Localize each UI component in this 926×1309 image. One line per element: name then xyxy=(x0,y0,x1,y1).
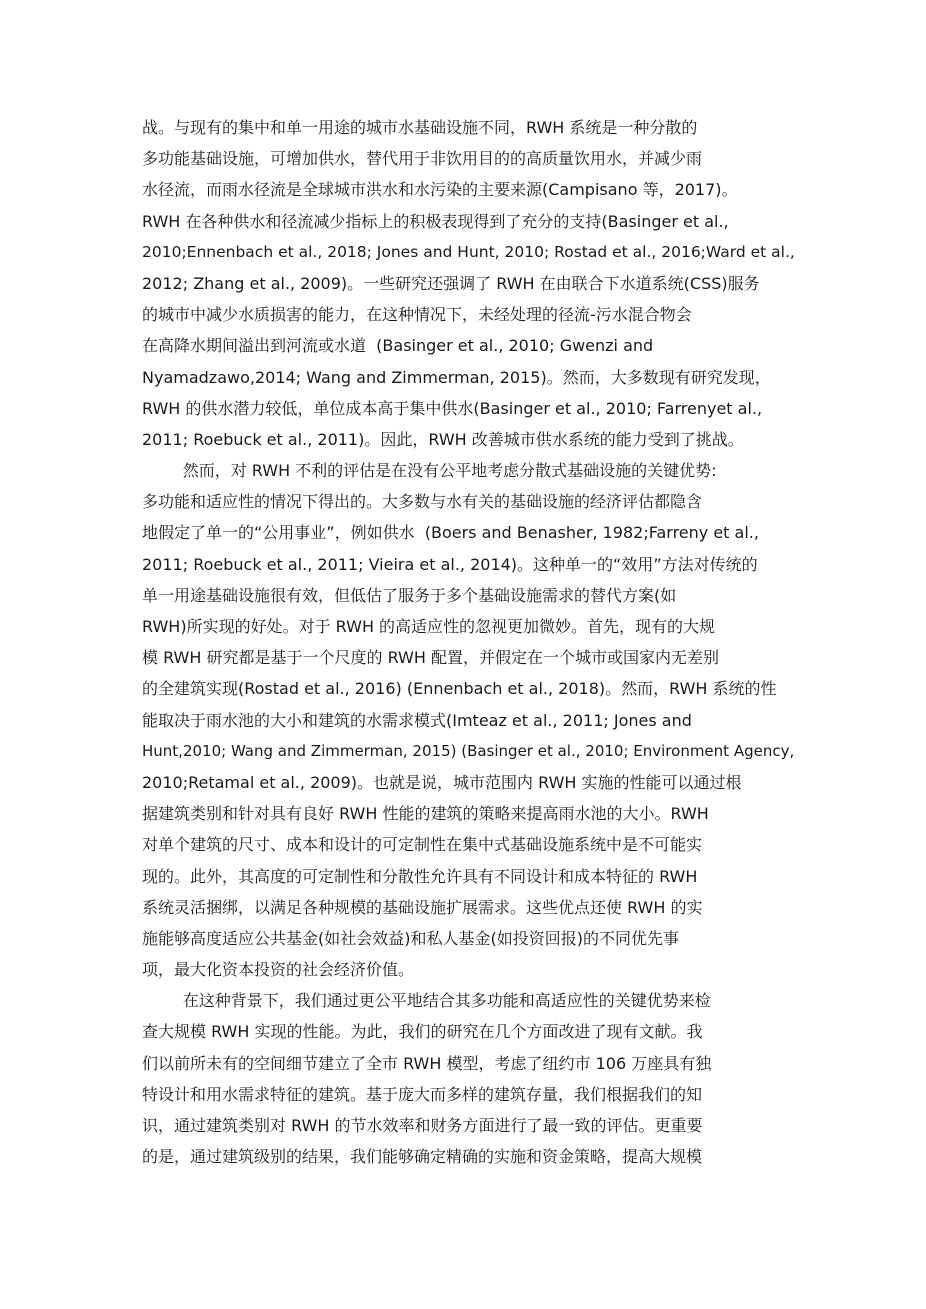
text-line: 特设计和用水需求特征的建筑。基于庞大而多样的建筑存量，我们根据我们的知 xyxy=(142,1084,703,1104)
text-line: 施能够高度适应公共基金(如社会效益)和私人基金(如投资回报)的不同优先事 xyxy=(142,928,679,948)
text-line: 战。与现有的集中和单一用途的城市水基础设施不同，RWH 系统是一种分散的 xyxy=(142,118,698,137)
text-line: 能取决于雨水池的大小和建筑的水需求模式(Imteaz et al., 2011; Jones and xyxy=(142,710,692,730)
text-line: 在这种背景下，我们通过更公平地结合其多功能和高适应性的关键优势来检 xyxy=(142,991,711,1011)
text-line: 2012; Zhang et al., 2009)。一些研究还强调了 RWH 在由联合下水道系统(CSS)服务 xyxy=(142,273,760,293)
text-line: Hunt,2010; Wang and Zimmerman, 2015) (Basinger et al., 2010; Environment Agency, xyxy=(142,741,795,760)
text-line: 系统灵活捆绑，以满足各种规模的基础设施扩展需求。这些优点还使 RWH 的实 xyxy=(142,897,703,917)
text-line: 单一用途基础设施很有效，但低估了服务于多个基础设施需求的替代方案(如 xyxy=(142,585,677,605)
text-line: 2011; Roebuck et al., 2011)。因此，RWH 改善城市供水系统的能力受到了挑战。 xyxy=(142,429,744,449)
text-line: 据建筑类别和针对具有良好 RWH 性能的建筑的策略来提高雨水池的大小。RWH xyxy=(142,804,709,824)
text-line: Nyamadzawo,2014; Wang and Zimmerman, 2015)。然而，大多数现有研究发现， xyxy=(142,367,771,387)
text-line: 在高降水期间溢出到河流或水道 (Basinger et al., 2010; Gwenzi and xyxy=(142,336,654,356)
text-line: RWH 的供水潜力较低，单位成本高于集中供水(Basinger et al., 2010; Farrenyet al., xyxy=(142,398,763,418)
text-line: 水径流，而雨水径流是全球城市洪水和水污染的主要来源(Campisano 等，2017)。 xyxy=(142,180,738,200)
text-line: 的城市中减少水质损害的能力，在这种情况下，未经处理的径流-污水混合物会 xyxy=(142,305,692,325)
text-line: 多功能基础设施，可增加供水，替代用于非饮用目的的高质量饮用水，并减少雨 xyxy=(142,149,703,169)
text-line: 2010;Ennenbach et al., 2018; Jones and Hunt, 2010; Rostad et al., 2016;Ward et al., xyxy=(142,242,795,261)
text-line: 模 RWH 研究都是基于一个尺度的 RWH 配置，并假定在一个城市或国家内无差别 xyxy=(142,648,719,668)
text-line: RWH)所实现的好处。对于 RWH 的高适应性的忽视更加微妙。首先，现有的大规 xyxy=(142,617,716,636)
text-line: 查大规模 RWH 实现的性能。为此，我们的研究在几个方面改进了现有文献。我 xyxy=(142,1022,703,1042)
text-line: 多功能和适应性的情况下得出的。大多数与水有关的基础设施的经济评估都隐含 xyxy=(142,492,703,512)
text-line: 的全建筑实现(Rostad et al., 2016) (Ennenbach et al., 2018)。然而，RWH 系统的性 xyxy=(142,679,777,699)
text-line: 然而，对 RWH 不利的评估是在没有公平地考虑分散式基础设施的关键优势: xyxy=(142,461,717,481)
body-text xyxy=(142,112,798,1172)
text-line: 的是，通过建筑级别的结果，我们能够确定精确的实施和资金策略，提高大规模 xyxy=(142,1147,703,1167)
text-line: RWH 在各种供水和径流减少指标上的积极表现得到了充分的支持(Basinger et al., xyxy=(142,211,729,231)
text-line: 2010;Retamal et al., 2009)。也就是说，城市范围内 RWH 实施的性能可以通过根 xyxy=(142,772,742,792)
text-line: 现的。此外，其高度的可定制性和分散性允许具有不同设计和成本特征的 RWH xyxy=(142,866,698,886)
text-line: 识，通过建筑类别对 RWH 的节水效率和财务方面进行了最一致的评估。更重要 xyxy=(142,1116,703,1135)
text-line: 地假定了单一的“公用事业”，例如供水 (Boers and Benasher, 1982;Farreny et al., xyxy=(142,523,759,543)
text-line: 们以前所未有的空间细节建立了全市 RWH 模型，考虑了纽约市 106 万座具有独 xyxy=(142,1053,712,1073)
text-line: 项，最大化资本投资的社会经济价值。 xyxy=(142,960,415,980)
text-line: 对单个建筑的尺寸、成本和设计的可定制性在集中式基础设施系统中是不可能实 xyxy=(142,835,703,855)
text-line: 2011; Roebuck et al., 2011; Vieira et al., 2014)。这种单一的“效用”方法对传统的 xyxy=(142,554,758,574)
